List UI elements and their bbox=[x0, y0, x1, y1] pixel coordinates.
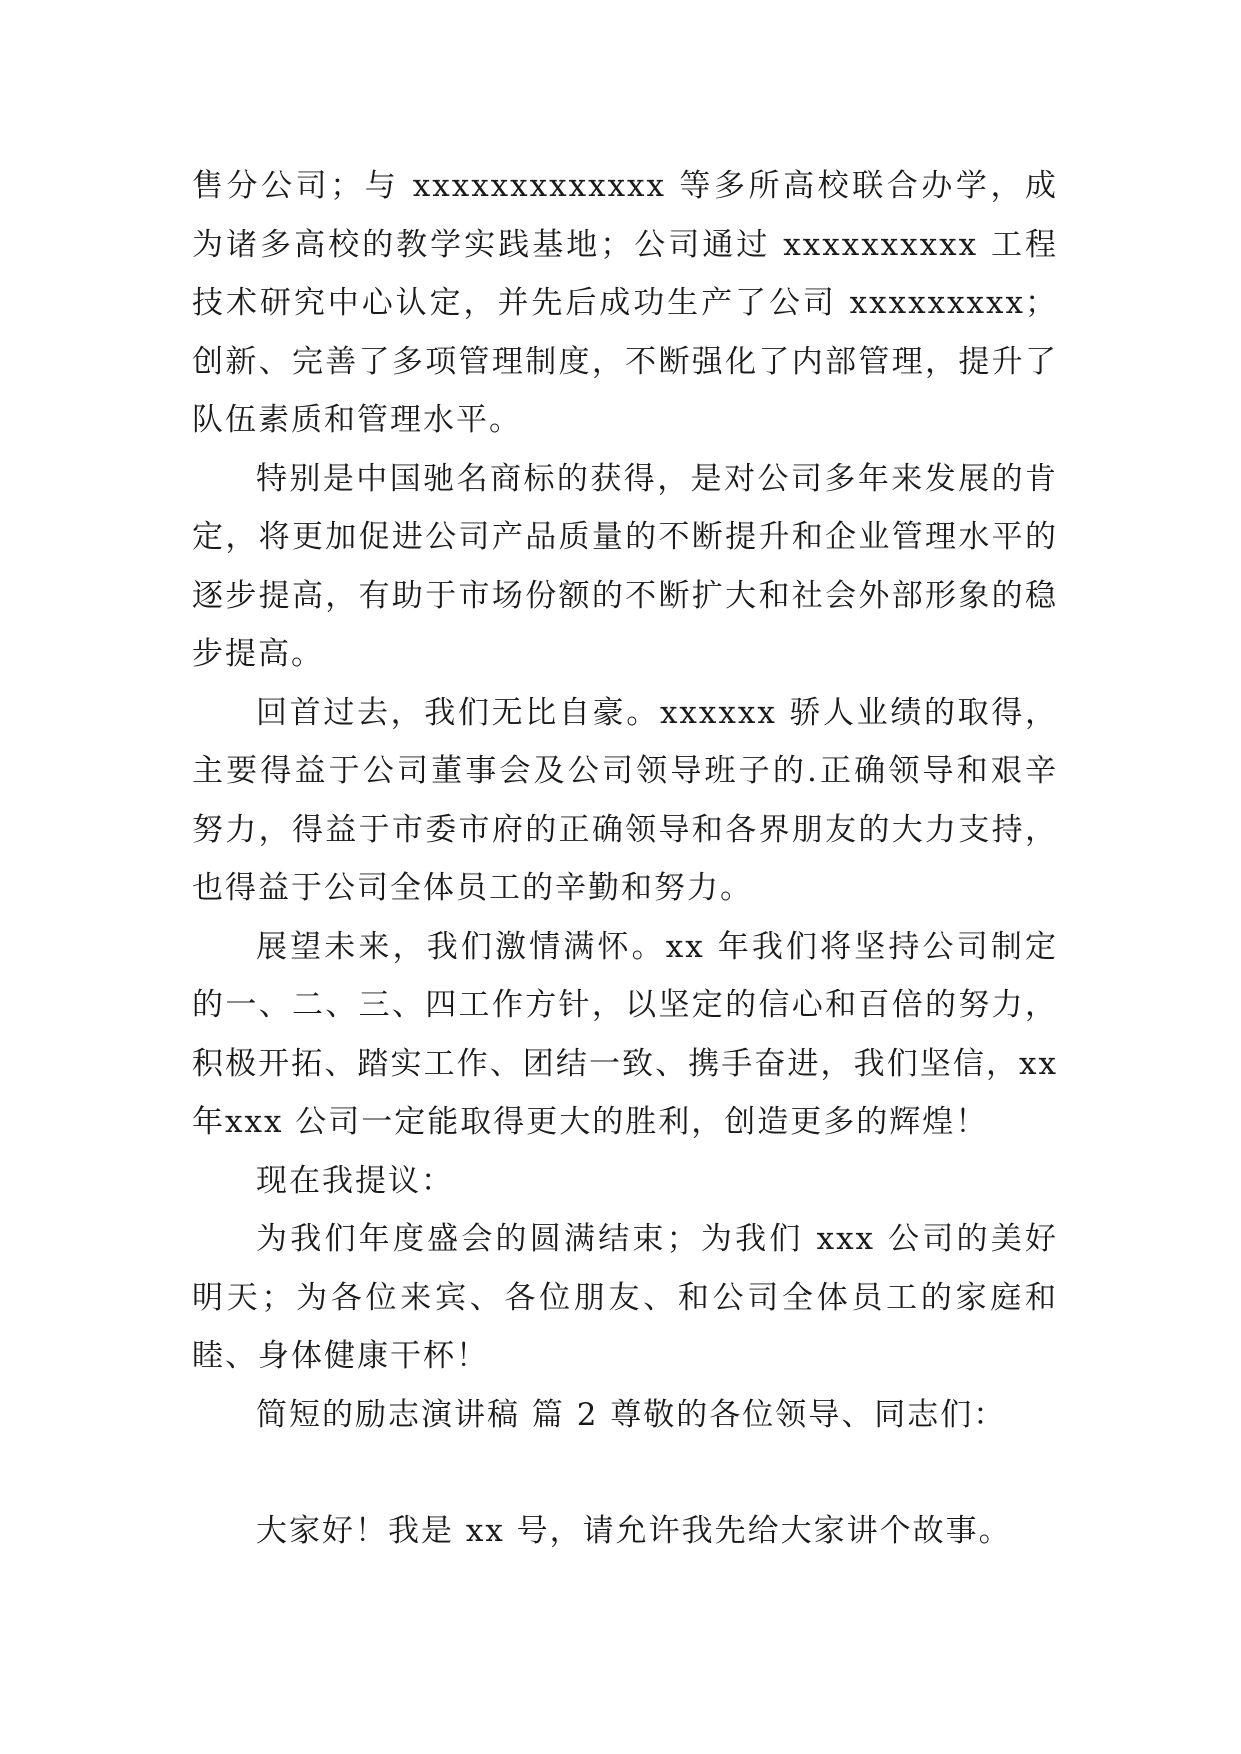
paragraph-6: 为我们年度盛会的圆满结束；为我们 xxx 公司的美好明天；为各位来宾、各位朋友、和公司全体员工的家庭和睦、身体健康干杯！ bbox=[192, 1221, 1058, 1374]
paragraph-3: 回首过去，我们无比自豪。xxxxxx 骄人业绩的取得，主要得益于公司董事会及公司领导班子的.正确领导和艰辛努力，得益于市委市府的正确领导和各界朋友的大力支持，也得益于公司全体员工的辛勤和努力。 bbox=[192, 694, 1058, 906]
section-heading: 简短的励志演讲稿 篇 2 尊敬的各位领导、同志们： bbox=[256, 1396, 1007, 1433]
paragraph-2: 特别是中国驰名商标的获得，是对公司多年来发展的肯定，将更加促进公司产品质量的不断提升和企业管理水平的逐步提高，有助于市场份额的不断扩大和社会外部形象的稳步提高。 bbox=[192, 460, 1058, 672]
paragraph-1: 售分公司；与 xxxxxxxxxxxxx 等多所高校联合办学，成为诸多高校的教学实践基地；公司通过 xxxxxxxxxx 工程技术研究中心认定，并先后成功生产了公司 xxxxxxxxx；创新、完善了多项管理制度，不断强化了内部管理，提升了队伍素质和管理水平。 bbox=[192, 168, 1058, 438]
document-body bbox=[192, 157, 1058, 1561]
paragraph-4: 展望未来，我们激情满怀。xx 年我们将坚持公司制定的一、二、三、四工作方针，以坚定的信心和百倍的努力，积极开拓、踏实工作、团结一致、携手奋进，我们坚信，xx 年xxx 公司一定能取得更大的胜利，创造更多的辉煌！ bbox=[192, 928, 1058, 1140]
paragraph-7: 大家好！我是 xx 号，请允许我先给大家讲个故事。 bbox=[256, 1513, 1012, 1549]
paragraph-5: 现在我提议： bbox=[256, 1162, 454, 1199]
